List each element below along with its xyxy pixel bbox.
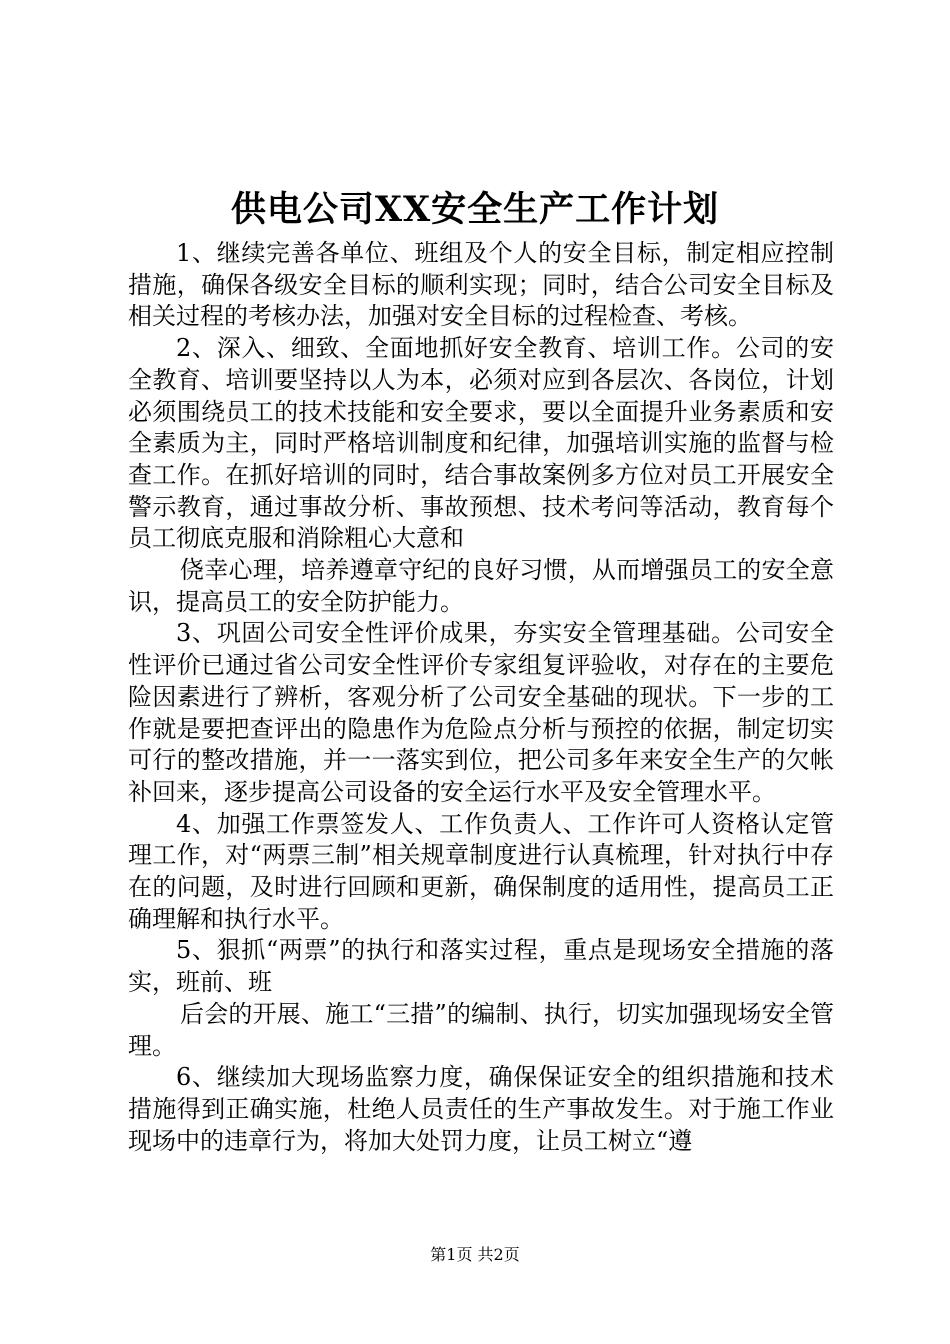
paragraph-2-continued: 侥幸心理，培养遵章守纪的良好习惯，从而增强员工的安全意识，提高员工的安全防护能力。 xyxy=(128,556,834,616)
paragraph-4: 4、加强工作票签发人、工作负责人、工作许可人资格认定管理工作，对“两票三制”相关规章制度进行认真梳理，针对执行中存在的问题，及时进行回顾和更新，确保制度的适用性，提高员工正确理解和执行水平。 xyxy=(128,809,834,933)
paragraph-5-continued: 后会的开展、施工“三措”的编制、执行，切实加强现场安全管理。 xyxy=(128,999,834,1060)
document-body xyxy=(128,238,834,1157)
paragraph-2: 2、深入、细致、全面地抓好安全教育、培训工作。公司的安全教育、培训要坚持以人为本，必须对应到各层次、各岗位，计划必须围绕员工的技术技能和安全要求，要以全面提升业务素质和安全素质为主，同时严格培训制度和纪律，加强培训实施的监督与检查工作。在抓好培训的同时，结合事故案例多方位对员工开展安全警示教育，通过事故分析、事故预想、技术考问等活动，教育每个员工彻底克服和消除粗心大意和 xyxy=(128,334,834,553)
document-title: 供电公司XX安全生产工作计划 xyxy=(230,189,720,230)
paragraph-6: 6、继续加大现场监察力度，确保保证安全的组织措施和技术措施得到正确实施，杜绝人员责任的生产事故发生。对于施工作业现场中的违章行为，将加大处罚力度，让员工树立“遵 xyxy=(128,1063,834,1155)
paragraph-3: 3、巩固公司安全性评价成果，夯实安全管理基础。公司安全性评价已通过省公司安全性评价专家组复评验收，对存在的主要危险因素进行了辨析，客观分析了公司安全基础的现状。下一步的工作就是要把查评出的隐患作为危险点分析与预控的依据，制定切实可行的整改措施，并一一落实到位，把公司多年来安全生产的欠帐补回来，逐步提高公司设备的安全运行水平及安全管理水平。 xyxy=(128,619,834,806)
paragraph-5: 5、狠抓“两票”的执行和落实过程，重点是现场安全措施的落实，班前、班 xyxy=(128,936,834,997)
paragraph-1: 1、继续完善各单位、班组及个人的安全目标，制定相应控制措施，确保各级安全目标的顺利实现；同时，结合公司安全目标及相关过程的考核办法，加强对安全目标的过程检查、考核。 xyxy=(128,239,834,331)
page-number-footer: 第1页 共2页 xyxy=(430,1245,520,1264)
